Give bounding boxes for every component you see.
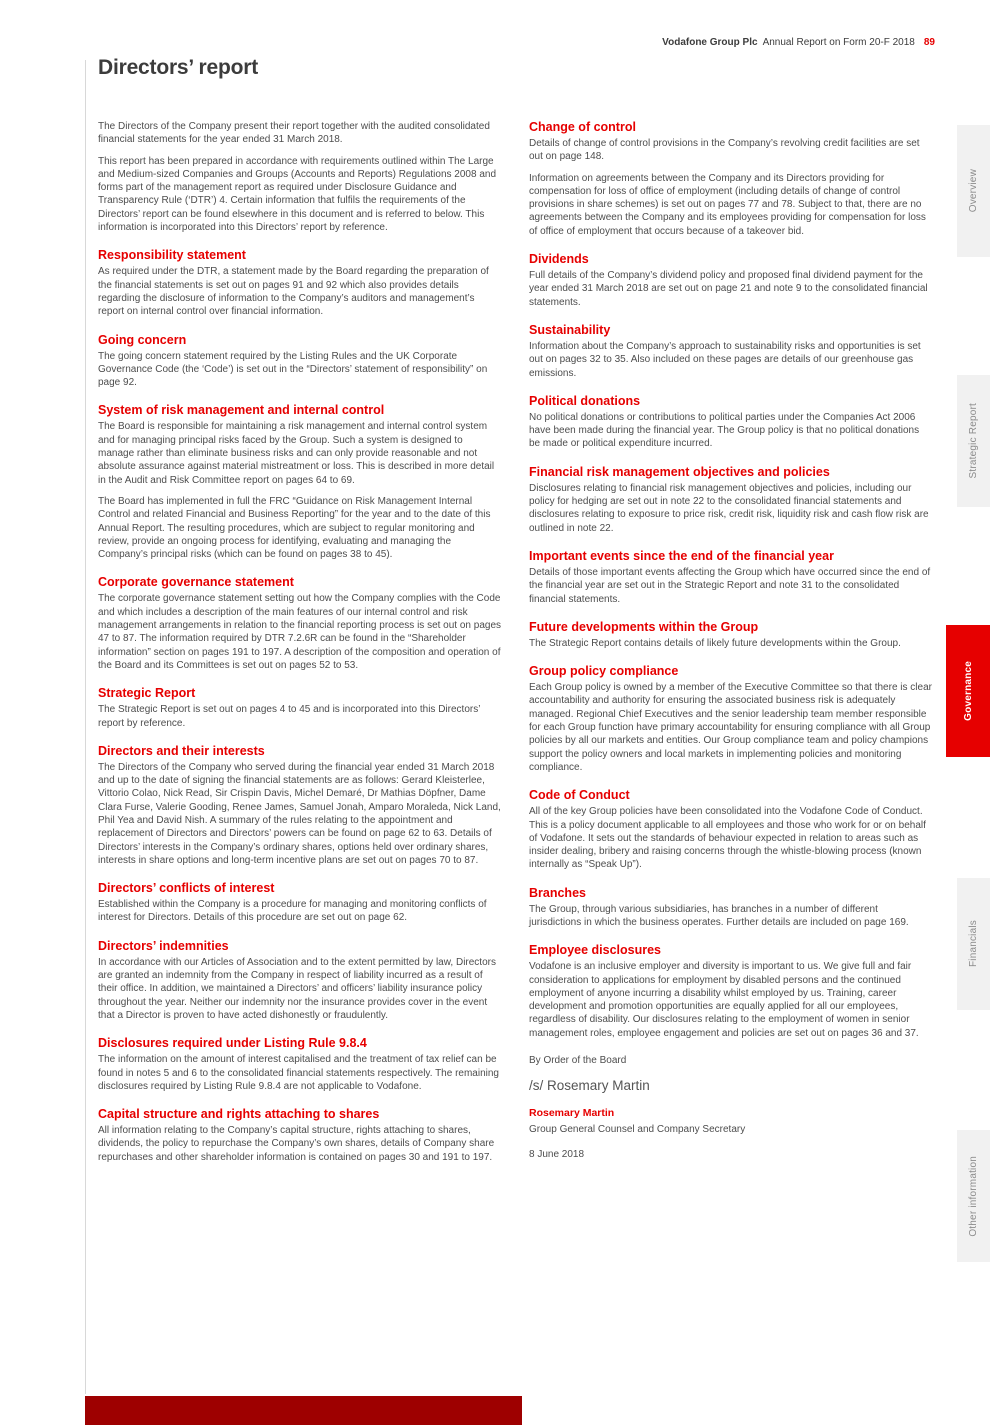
section-paragraph: Each Group policy is owned by a member of the Executive Committee so that there is clear accountability and authority for ensuring the associated business risk is adequately managed. Regional Chief Executives and the senior leadership team member responsible for each Group function have primary accountability for ensuring compliance with all Group policies by all our markets and entities. Our Group compliance team and policy champions support the policy owners and local markets in implementing policies and monitoring compliance. [529,682,932,773]
sidebar-tab-strategic-report[interactable] [957,375,990,507]
section-heading: Going concern [98,332,187,347]
report-section [529,394,932,451]
report-section [529,664,932,774]
section-heading: Code of Conduct [529,788,630,803]
report-section [98,939,501,1022]
section-paragraph: Disclosures relating to financial risk management objectives and policies, including our policy for hedging are set out in note 22 to the consolidated financial statements and disclosures relating to exposure to price risk, credit risk, liquidity risk and cash flow risk are outlined in note 22. [529,482,929,534]
report-section [529,120,932,238]
sidebar-tab-other-information[interactable] [957,1130,990,1262]
report-section [529,323,932,380]
sidebar-tab-label: Strategic Report [968,403,979,479]
section-paragraph: In accordance with our Articles of Association and to the extent permitted by law, Directors are granted an indemnity from the Company in respect of liability incurred as a result of their office. In addition, we maintained a Directors’ and officers’ liability insurance policy throughout the year. Neither our indemnity nor the insurance provides cover in the event that a Director is proven to have acted dishonestly or fraudulently. [98,956,496,1021]
section-heading: Disclosures required under Listing Rule 9.8.4 [98,1036,367,1051]
report-section [98,333,501,390]
section-heading: Sustainability [529,322,611,337]
section-heading: Dividends [529,252,589,267]
header-report-title: Annual Report on Form 20-F 2018 [762,37,915,48]
section-paragraph: The going concern statement required by the Listing Rules and the UK Corporate Governance Code (the ‘Code’) is set out in the “Directors’ statement of responsibility” on page 92. [98,350,488,389]
report-section [98,575,501,672]
section-heading: Important events since the end of the financial year [529,548,834,563]
sidebar-tab-label: Governance [962,661,974,721]
section-heading: Directors and their interests [98,743,265,758]
report-section [529,465,932,535]
by-order-text: By Order of the Board [529,1055,627,1067]
sidebar-tab-label: Other information [968,1155,979,1237]
report-section [529,620,932,650]
section-heading: Employee disclosures [529,943,662,958]
report-section [98,881,501,925]
secretary-role: Group General Counsel and Company Secretary [529,1123,746,1135]
left-column [98,120,501,1172]
report-section [98,403,501,561]
report-section [529,886,932,930]
section-heading: Change of control [529,120,636,134]
report-section [98,686,501,730]
section-paragraph: The Strategic Report contains details of likely future developments within the Group. [529,637,901,649]
report-body [98,120,932,1172]
section-heading: Responsibility statement [98,248,246,263]
report-section [529,549,932,606]
section-heading: Political donations [529,393,641,408]
section-paragraph: Vodafone is an inclusive employer and diversity is important to us. We give full and fair consideration to applications for employment by disabled persons and the continued employment of anyone incurring a disability whilst employed by us. Training, career development and promotion opportunities are equally applied for all our employees, regardless of disability. Our disclosures relating to the employment of women in senior management roles, employee engagement and policies are set out on pages 36 and 37. [529,961,919,1039]
closing-block [529,1054,932,1161]
section-paragraph: The information on the amount of interest capitalised and the treatment of tax relief can be found in notes 5 and 6 to the consolidated financial statements respectively. The remaining disclosures required by Listing Rule 9.8.4 are not applicable to Vodafone. [98,1054,499,1092]
right-column-sections [529,120,932,1040]
header-company: Vodafone Group Plc [662,37,758,48]
signature-text: /s/ Rosemary Martin [529,1078,650,1094]
next-section-banner [85,1396,522,1425]
section-heading: Strategic Report [98,686,196,701]
section-paragraph: All of the key Group policies have been consolidated into the Vodafone Code of Conduct. This is a policy document applicable to all employees and those who work for or on behalf of Vodafone. It sets out the standards of behaviour expected in relation to areas such as insider dealing, bribery and raising concerns through the whistle-blowing process (known internally as “Speak Up”). [529,806,926,871]
section-paragraph: Information on agreements between the Company and its Directors providing for compensation for loss of office of employment (including details of change of control provisions in share schemes) is set out on pages 77 and 78. Subject to that, there are no agreements between the Company and its employees providing for compensation for loss of office of employment that occurs because of a takeover bid. [529,172,926,237]
section-paragraph: No political donations or contributions to political parties under the Companies Act 2006 have been made during the financial year. The Group policy is that no political donations be made or political expenditure incurred. [529,411,920,450]
sidebar-tab-label: Overview [968,169,979,213]
section-paragraph: The Board has implemented in full the FRC “Guidance on Risk Management Internal Control and related Financial and Business Reporting” for the year and to the date of this Annual Report. The resulting procedures, which are subject to regular monitoring and review, provide an ongoing process for identifying, evaluating and managing the Company’s principal risks (which can be found on pages 38 to 45). [98,495,491,561]
section-paragraph: The Directors of the Company who served during the financial year ended 31 March 2018 and up to the date of signing the financial statements are as follows: Gerard Kleisterlee, Vittorio Colao, Nick Read, Sir Crispin Davis, Michel Demaré, Dr Mathias Döpfner, Dame Clara Furse, Valerie Gooding, Renee James, Samuel Jonah, Amparo Moraleda, Nick Land, Phil Yea and David Nish. A summary of the rules relating to the appointment and replacement of Directors and Directors’ powers can be found on page 62 to 63. Details of Directors’ interests in the Company’s ordinary shares, options held over ordinary shares, interests in share options and long-term incentive plans are set out on pages 70 to 87. [98,761,501,866]
report-section [98,1107,501,1164]
section-heading: Capital structure and rights attaching to shares [98,1107,380,1122]
report-section [529,943,932,1040]
right-column [529,120,932,1172]
section-heading: Financial risk management objectives and policies [529,464,830,479]
section-paragraph: All information relating to the Company’s capital structure, rights attaching to shares, dividends, the policy to repurchase the Company’s own shares, details of Company share repurchases and other shareholder information is contained on pages 30 and 191 to 197. [98,1125,495,1163]
section-heading: Future developments within the Group [529,619,759,634]
section-heading: Directors’ conflicts of interest [98,881,275,896]
section-paragraph: As required under the DTR, a statement made by the Board regarding the preparation of the financial statements is set out on pages 91 and 92 which also provides details regarding the disclosure of information to the Company’s auditors and management’s report on internal control over financial information. [98,266,489,318]
section-paragraph: The Strategic Report is set out on pages 4 to 45 and is incorporated into this Directors’ report by reference. [98,704,481,729]
report-section [98,1036,501,1093]
report-section [529,788,932,871]
section-heading: Branches [529,885,586,900]
section-paragraph: Details of those important events affecting the Group which have occurred since the end of the financial year are set out in the Strategic Report and note 31 to the consolidated financial statements. [529,566,931,605]
left-margin-rule [85,60,86,1394]
sidebar-tab-label: Financials [968,920,979,968]
sidebar-tab-overview[interactable] [957,125,990,257]
header-page-number: 89 [923,37,935,48]
report-section [98,248,501,318]
sidebar-tab-governance[interactable] [946,625,990,757]
secretary-name: Rosemary Martin [529,1106,615,1119]
running-header [662,37,935,48]
section-paragraph: Full details of the Company’s dividend policy and proposed final dividend payment for the year ended 31 March 2018 are set out on page 21 and note 9 to the consolidated financial statements. [529,270,928,308]
intro-paragraph: This report has been prepared in accordance with requirements outlined within The Large and Medium-sized Companies and Groups (Accounts and Reports) Regulations 2008 and forms part of the management report as required under Disclosure Guidance and Transparency Rule (‘DTR’) 4. Certain information that fulfils the requirements of the Directors’ report can be found elsewhere in this document and is referred to below. This information is incorporated into this Directors’ report by reference. [98,155,497,234]
section-paragraph: The corporate governance statement setting out how the Company complies with the Code and which includes a description of the main features of our internal control and risk management arrangements in relation to the financial reporting process is set out on pages 47 to 87. The information required by DTR 7.2.6R can be found in the “Shareholder information” section on pages 191 to 197. A description of the composition and operation of the Board and its Committees is set out on pages 52 to 53. [98,593,502,671]
section-paragraph: The Group, through various subsidiaries, has branches in a number of different jurisdictions in which the business operates. Further details are included on page 169. [529,903,909,928]
section-paragraph: Established within the Company is a procedure for managing and monitoring conflicts of interest for Directors. Details of this procedure are set out on page 62. [98,899,487,924]
section-heading: System of risk management and internal control [98,403,385,418]
page-title: Directors’ report [98,56,258,79]
section-paragraph: Details of change of control provisions in the Company’s revolving credit facilities are set out on page 148. [529,138,920,163]
section-heading: Group policy compliance [529,664,679,679]
section-paragraph: The Board is responsible for maintaining a risk management and internal control system and for managing principal risks faced by the Group. Such a system is designed to manage rather than eliminate business risks and can only provide reasonable and not absolute assurance against material mistreatment or loss. This is described in more detail in the Audit and Risk Committee report on pages 64 to 69. [98,421,495,486]
section-heading: Corporate governance statement [98,575,294,590]
sidebar-tab-financials[interactable] [957,878,990,1010]
intro-paragraph: The Directors of the Company present their report together with the audited consolidated financial statements for the year ended 31 March 2018. [98,121,490,146]
report-date: 8 June 2018 [529,1149,585,1161]
report-section [98,744,501,867]
section-paragraph: Information about the Company’s approach to sustainability risks and opportunities is set out on pages 32 to 35. Also included on these pages are details of our greenhouse gas emissions. [529,340,921,379]
report-section [529,252,932,309]
section-heading: Directors’ indemnities [98,938,229,953]
